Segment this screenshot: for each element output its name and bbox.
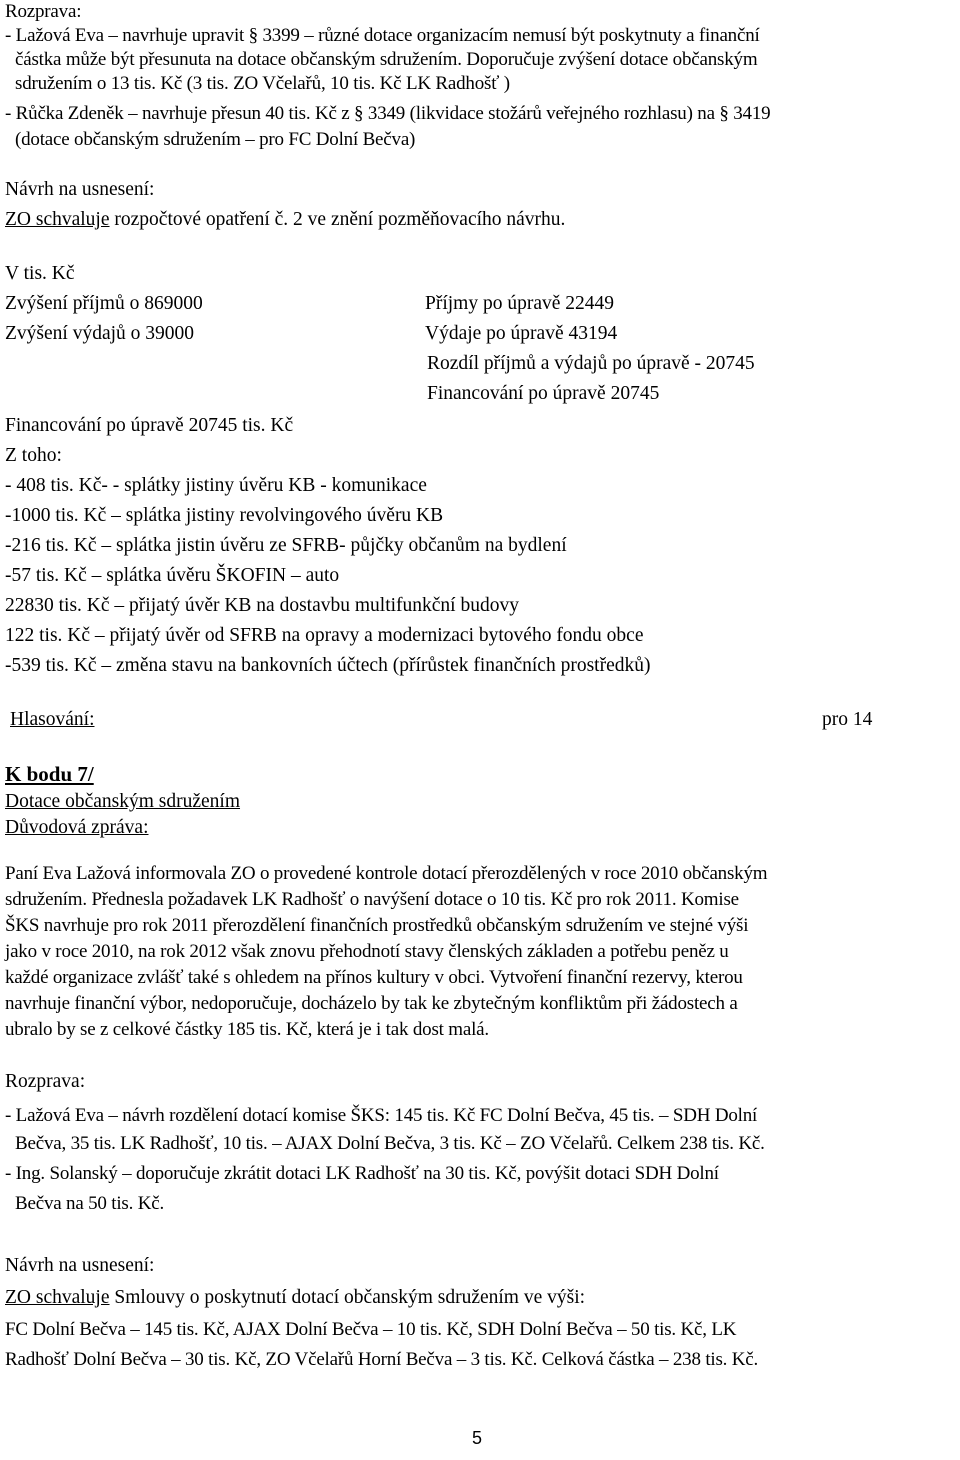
navrh2-line: FC Dolní Bečva – 145 tis. Kč, AJAX Dolní Bečva – 10 tis. Kč, SDH Dolní Bečva – 50 tis. Kč, LK (5, 1319, 737, 1340)
rozprava-line: - Lažová Eva – navrhuje upravit § 3399 – různé dotace organizacím nemusí být poskytnuty a finanční (5, 25, 760, 46)
vydaje-after: Výdaje po úpravě 43194 (425, 323, 618, 344)
paragraph-line: Paní Eva Lažová informovala ZO o provedené kontrole dotací přerozdělených v roce 2010 občanským (5, 863, 768, 884)
rozprava-heading: Rozprava: (5, 1, 82, 22)
paragraph-line: jako v roce 2010, na rok 2012 však znovu přehodnotí stavy členských základen a potřebu peněz u (5, 941, 729, 962)
navrh2-line: Radhošť Dolní Bečva – 30 tis. Kč, ZO Včelařů Horní Bečva – 3 tis. Kč. Celková částka – 238 tis. Kč. (5, 1349, 759, 1370)
rozprava2-heading: Rozprava: (5, 1071, 86, 1092)
bod7-subtitle: Dotace občanským sdružením (5, 791, 241, 812)
paragraph-line: sdružením. Přednesla požadavek LK Radhošť o navýšení dotace o 10 tis. Kč pro rok 2011. Komise (5, 889, 739, 910)
budget-item: 122 tis. Kč – přijatý úvěr od SFRB na opravy a modernizaci bytového fondu obce (5, 625, 644, 646)
rozprava2-line: Bečva, 35 tis. LK Radhošť, 10 tis. – AJAX Dolní Bečva, 3 tis. Kč – ZO Včelařů. Celkem 238 tis. Kč. (15, 1133, 765, 1154)
page-number: 5 (472, 1428, 483, 1448)
financovani: Financování po úpravě 20745 tis. Kč (5, 415, 294, 436)
financovani-right: Financování po úpravě 20745 (427, 383, 660, 404)
hlasovani-result: pro 14 (822, 709, 873, 730)
budget-item: - 408 tis. Kč- - splátky jistiny úvěru KB - komunikace (5, 475, 427, 496)
hlasovani-label: Hlasování: (10, 709, 95, 730)
rozprava-line: - Růčka Zdeněk – navrhuje přesun 40 tis. Kč z § 3349 (likvidace stožárů veřejného rozhlasu) na § 3419 (5, 103, 771, 124)
zo-schvaluje: ZO schvaluje (5, 1287, 110, 1308)
rozprava2-line: - Lažová Eva – návrh rozdělení dotací komise ŠKS: 145 tis. Kč FC Dolní Bečva, 45 tis. – SDH Dolní (5, 1105, 758, 1126)
navrh2-text (5, 1286, 585, 1310)
budget-item: -216 tis. Kč – splátka jistin úvěru ze SFRB- půjčky občanům na bydlení (5, 535, 567, 556)
paragraph-line: navrhuje finanční výbor, nedoporučuje, docházelo by tak ke zbytečným konfliktům při žádostech a (5, 993, 738, 1014)
budget-item: -539 tis. Kč – změna stavu na bankovních účtech (přírůstek finančních prostředků) (5, 655, 651, 676)
vydaje-increase: Zvýšení výdajů o 39000 (5, 323, 195, 344)
rozprava-line: (dotace občanským sdružením – pro FC Dolní Bečva) (15, 129, 416, 150)
paragraph-line: ubralo by se z celkové částky 185 tis. Kč, která je i tak dost malá. (5, 1019, 489, 1040)
bod7-title: K bodu 7/ (5, 762, 94, 786)
prijmy-increase: Zvýšení příjmů o 869000 (5, 293, 203, 314)
navrh-rest: rozpočtové opatření č. 2 ve znění pozměňovacího návrhu. (109, 209, 566, 230)
budget-item: -1000 tis. Kč – splátka jistiny revolvingového úvěru KB (5, 505, 444, 526)
budget-unit: V tis. Kč (5, 263, 75, 284)
navrh-text (5, 208, 565, 232)
rozprava2-line: - Ing. Solanský – doporučuje zkrátit dotaci LK Radhošť na 30 tis. Kč, povýšit dotaci SDH Dolní (5, 1163, 719, 1184)
z-toho: Z toho: (5, 445, 62, 466)
rozprava-line: částka může být přesunuta na dotace občanským sdružením. Doporučuje zvýšení dotace občanským (15, 49, 758, 70)
duvodova-zprava: Důvodová zpráva: (5, 817, 149, 838)
navrh2-heading: Návrh na usnesení: (5, 1255, 155, 1276)
rozprava2-line: Bečva na 50 tis. Kč. (15, 1193, 165, 1214)
rozprava-line: sdružením o 13 tis. Kč (3 tis. ZO Včelařů, 10 tis. Kč LK Radhošť ) (15, 73, 510, 94)
paragraph-line: ŠKS navrhuje pro rok 2011 přerozdělení finančních prostředků občanským sdružením ve stejné výši (5, 915, 749, 936)
navrh2-rest: Smlouvy o poskytnutí dotací občanským sdružením ve výši: (109, 1287, 586, 1308)
budget-item: 22830 tis. Kč – přijatý úvěr KB na dostavbu multifunkční budovy (5, 595, 519, 616)
budget-item: -57 tis. Kč – splátka úvěru ŠKOFIN – auto (5, 565, 340, 586)
zo-schvaluje: ZO schvaluje (5, 209, 110, 230)
prijmy-after: Příjmy po úpravě 22449 (425, 293, 615, 314)
rozdil: Rozdíl příjmů a výdajů po úpravě - 20745 (427, 353, 755, 374)
navrh-heading: Návrh na usnesení: (5, 179, 155, 200)
paragraph-line: každé organizace zvlášť také s ohledem na přínos kultury v obci. Vytvoření finanční rezervy, kterou (5, 967, 743, 988)
